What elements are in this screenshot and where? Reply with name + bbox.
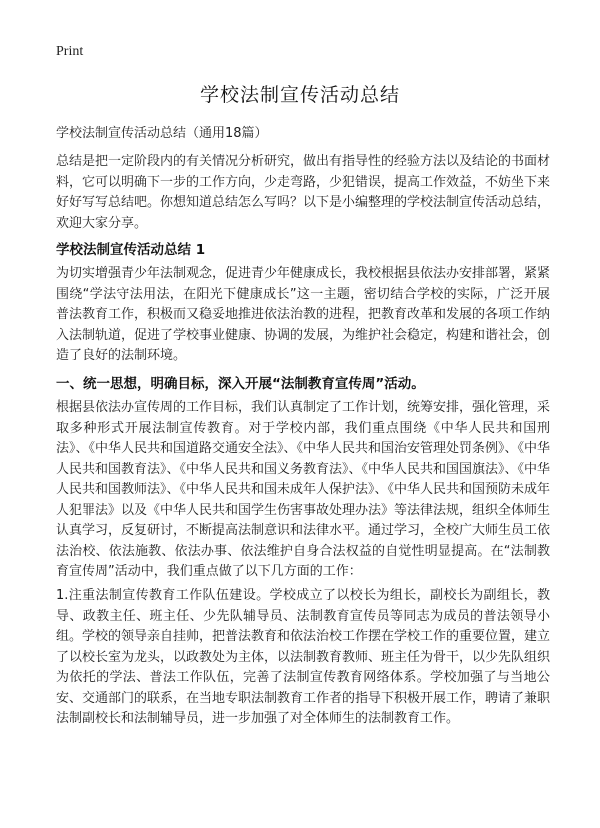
paragraph-3: 1.注重法制宣传教育工作队伍建设。学校成立了以校长为组长，副校长为副组长，教导、政教主任、班主任、少先队辅导员、法制教育宣传员等同志为成员的普法领导小组。学校的领导亲自挂帅，把普法教育和依法治校工作摆在学校工作的重要位置，建立了以校长室为龙头，以政教处为主体，以法制教育教师、班主任为骨干，以少先队组织为依托的学法、普法工作队伍，完善了法制宣传教育网络体系。学校加强了与当地公安、交通部门的联系，在当地专职法制教育工作者的指导下积极开展工作，聘请了兼职法制副校长和法制辅导员，进一步加强了对全体师生的法制教育工作。 — [56, 588, 551, 726]
page-title: 学校法制宣传活动总结 — [199, 84, 400, 106]
document-subtitle: 学校法制宣传活动总结（通用18篇） — [56, 126, 268, 141]
intro-paragraph: 总结是把一定阶段内的有关情况分析研究，做出有指导性的经验方法以及结论的书面材料，它可以明确下一步的工作方向，少走弯路，少犯错误，提高工作效益，不妨坐下来好好写写总结吧。你想知道总结怎么写吗？以下是小编整理的学校法制宣传活动总结，欢迎大家分享。 — [56, 154, 551, 231]
paragraph-2: 根据县依法办宣传周的工作目标，我们认真制定了工作计划，统筹安排，强化管理，采取多种形式开展法制宣传教育。对于学校内部，我们重点围绕《中华人民共和国刑法》、《中华人民共和国道路交通安全法》、《中华人民共和国治安管理处罚条例》、《中华人民共和国教育法》、《中华人民共和国义务教育法》、《中华人民共和国国旗法》、《中华人民共和国教师法》、《中华人民共和国未成年人保护法》、《中华人民共和国预防未成年人犯罪法》以及《中华人民共和国学生伤害事故处理办法》等法律法规，组织全体师生认真学习，反复研讨，不断提高法制意识和法律水平。通过学习，全校广大师生员工依法治校、依法施教、依法办事、依法维护自身合法权益的自觉性明显提高。在“法制教育宣传周”活动中，我们重点做了以下几方面的工作： — [56, 400, 551, 579]
paragraph-1: 为切实增强青少年法制观念，促进青少年健康成长，我校根据县依法办安排部署，紧紧围绕“学法守法用法，在阳光下健康成长”这一主题，密切结合学校的实际，广泛开展普法教育工作，积极而又稳妥地推进依法治教的进程，把教育改革和发展的各项工作纳入法制轨道，促进了学校事业健康、协调的发展，为维护社会稳定，构建和谐社会，创造了良好的法制环境。 — [56, 266, 551, 363]
sub-heading: 一、统一思想，明确目标，深入开展“法制教育宣传周”活动。 — [56, 376, 425, 392]
print-link[interactable]: Print — [56, 44, 84, 59]
section-heading: 学校法制宣传活动总结 1 — [56, 242, 206, 258]
